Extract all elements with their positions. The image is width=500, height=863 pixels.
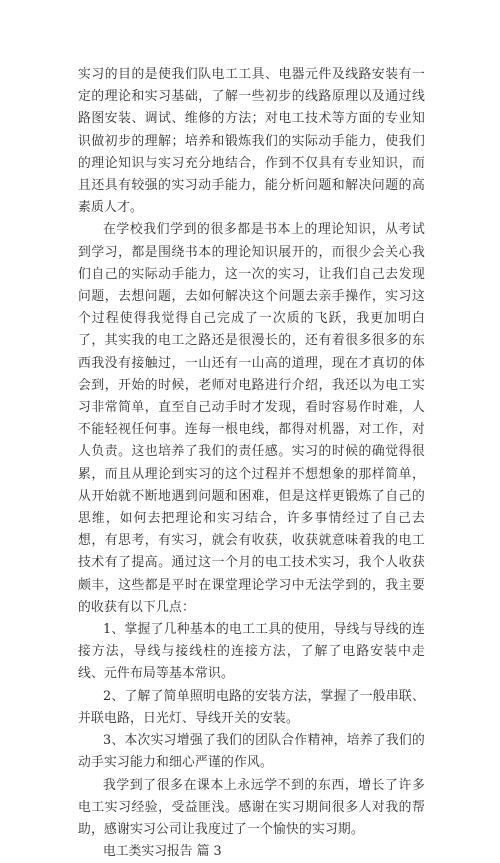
paragraph-gain-3: 3、本次实习增强了我们的团队合作精神，培养了我们的动手实习能力和细心严谨的作风。	[78, 733, 425, 771]
section-heading: 电工类实习报告 篇 3	[103, 844, 222, 860]
paragraph-learning-experience: 在学校我们学到的很多都是书本上的理论知识，从考试到学习，都是围绕书本的理论知识展开的，而很少会关心我们自己的实际动手能力，这一次的实习，让我们自己去发现问题，去想问题，去如何解决这个问题去亲手操作，实习这个过程使得我觉得自己完成了一次质的飞跃，我更加明白了，其实我的电工之路还是很漫长的，还有着很多很多的东西我没有接触过，一山还有一山高的道理，现在才真切的体会到，开始的时候，老师对电路进行介绍，我还以为电工实习非常简单，直至自己动手时才发现，看时容易作时难，人不能轻视任何事。连每一根电线，都得对机器，对工作，对人负责。这也培养了我们的责任感。实习的时候的确觉得很累，而且从理论到实习的这个过程并不想想象的那样简单，从开始就不断地遇到问题和困难，但是这样更锻炼了自己的思维，如何去把理论和实习结合，许多事情经过了自己去想，有思考，有实习，就会有收获，收获就意味着我的电工技术有了提高。通过这一个月的电工技术实习，我个人收获颇丰，这些都是平时在课堂理论学习中无法学到的，我主要的收获有以下几点：	[78, 222, 425, 615]
document-body	[78, 64, 425, 863]
paragraph-conclusion: 我学到了很多在课本上永远学不到的东西，增长了许多电工实习经验，受益匪浅。感谢在实习期间很多人对我的帮助，感谢实习公司让我度过了一个愉快的实习期。	[78, 777, 425, 837]
paragraph-gain-2: 2、了解了简单照明电路的安装方法，掌握了一般串联、并联电路，日光灯、导线开关的安装。	[78, 688, 425, 726]
paragraph-gain-1: 1、掌握了几种基本的电工工具的使用，导线与导线的连接方法，导线与接线柱的连接方法，了解了电路安装中走线、元件布局等基本常识。	[78, 622, 425, 682]
paragraph-purpose: 实习的目的是使我们队电工工具、电器元件及线路安装有一定的理论和实习基础，了解一些初步的线路原理以及通过线路图安装、调试、维修的方法；对电工技术等方面的专业知识做初步的理解；培养和锻炼我们的实际动手能力，使我们的理论知识与实习充分地结合，作到不仅具有专业知识，而且还具有较强的实习动手能力，能分析问题和解决问题的高素质人才。	[78, 67, 425, 216]
